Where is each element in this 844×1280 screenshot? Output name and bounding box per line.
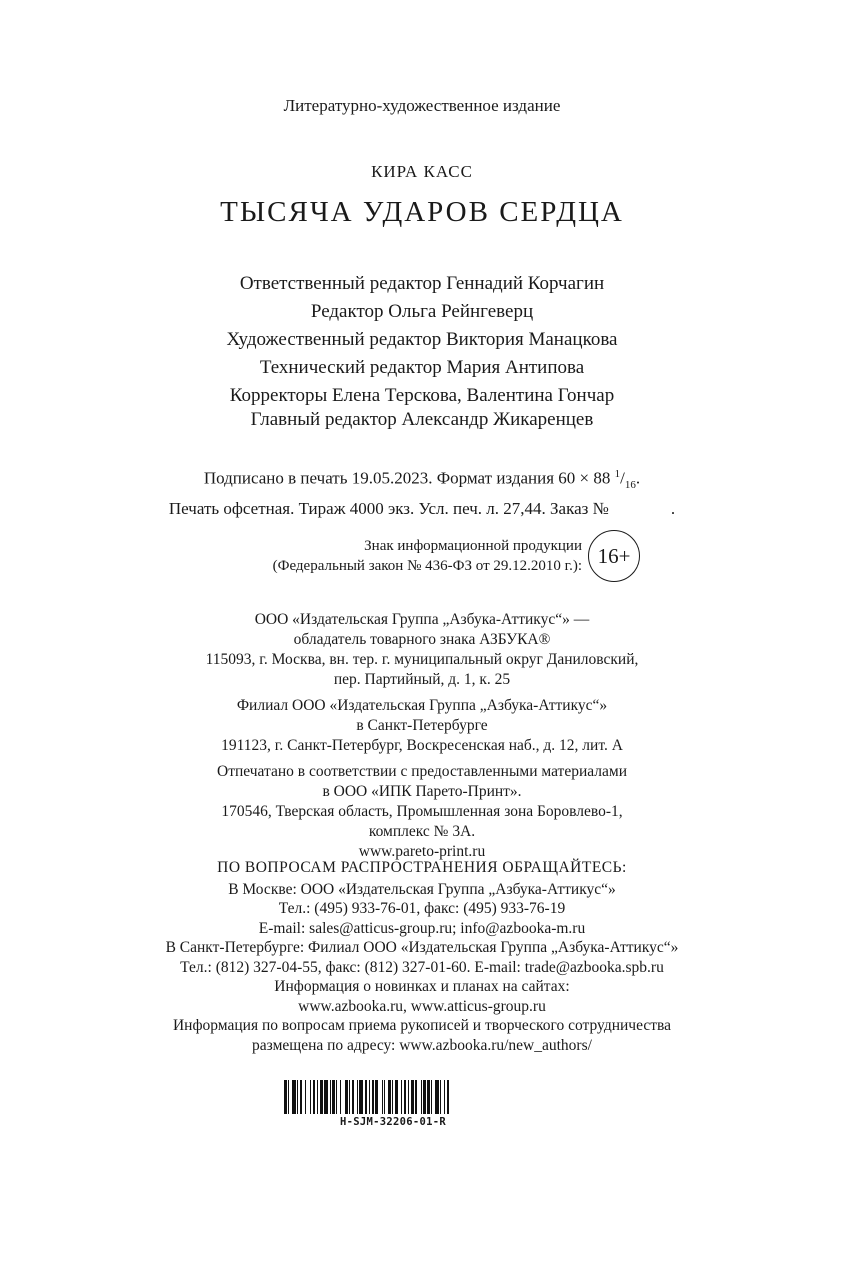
barcode-bar	[292, 1080, 296, 1114]
barcode-bar	[349, 1080, 350, 1114]
barcode-bar	[359, 1080, 363, 1114]
author-name: КИРА КАСС	[371, 162, 473, 181]
publisher-line: ООО «Издательская Группа „Азбука-Аттикус“» —	[254, 611, 590, 628]
print-run-text: Печать офсетная. Тираж 4000 экз. Усл. печ. л. 27,44. Заказ №	[168, 499, 609, 519]
barcode-bar	[288, 1080, 289, 1114]
barcode-bar	[408, 1080, 409, 1114]
barcode-bar	[310, 1080, 311, 1114]
publisher-line: 115093, г. Москва, вн. тер. г. муниципальный округ Даниловский,	[205, 651, 639, 668]
barcode-bar	[336, 1080, 337, 1114]
barcode-bar	[401, 1080, 402, 1114]
print-info-line-1: Подписано в печать 19.05.2023. Формат издания 60 × 88 $^1/_{16}$.	[203, 468, 641, 492]
barcode-bar	[305, 1080, 306, 1114]
barcode-bar	[320, 1080, 323, 1114]
line-end: .	[635, 468, 641, 488]
barcode-bar	[297, 1080, 298, 1114]
barcode-bar	[421, 1080, 422, 1114]
barcode-image	[284, 1080, 502, 1114]
barcode-bar	[372, 1080, 373, 1114]
age-rating-badge	[588, 530, 640, 582]
moscow-contact-line: E-mail: sales@atticus-group.ru; info@azbooka-m.ru	[258, 919, 586, 937]
line-end: .	[670, 499, 676, 519]
spb-contact-line: В Санкт-Петербурге: Филиал ООО «Издательская Группа „Азбука-Аттикус“»	[165, 939, 679, 956]
print-format-text: Подписано в печать 19.05.2023. Формат издания 60 × 88	[203, 468, 611, 488]
printer-line: Отпечатано в соответствии с предоставленными материалами	[217, 763, 627, 780]
contacts-heading: ПО ВОПРОСАМ РАСПРОСТРАНЕНИЯ ОБРАЩАЙТЕСЬ:	[217, 859, 627, 876]
sites-line: www.azbooka.ru, www.atticus-group.ru	[298, 997, 546, 1015]
barcode-bar	[324, 1080, 328, 1114]
barcode-bar	[300, 1080, 303, 1114]
barcode-bar	[284, 1080, 287, 1114]
chief-editor: Главный редактор Александр Жикаренцев	[250, 409, 594, 430]
barcode-bar	[411, 1080, 414, 1114]
barcode-bar	[330, 1080, 331, 1114]
barcode-bar	[340, 1080, 341, 1114]
branch-line: 191123, г. Санкт-Петербург, Воскресенская наб., д. 12, лит. А	[221, 737, 623, 754]
manuscripts-line: размещена по адресу: www.azbooka.ru/new_authors/	[252, 1036, 592, 1054]
barcode-bar	[332, 1080, 335, 1114]
distribution-contacts	[0, 858, 844, 1055]
barcode-bar	[415, 1080, 416, 1114]
barcode-bar	[440, 1080, 441, 1114]
barcode-bar	[395, 1080, 399, 1114]
moscow-contact-line: Тел.: (495) 933-76-01, факс: (495) 933-76-19	[278, 900, 566, 917]
fraction-numerator: 1	[614, 468, 621, 480]
barcode-bar	[313, 1080, 316, 1114]
branch-line: в Санкт-Петербурге	[356, 717, 488, 734]
publisher-info	[0, 610, 844, 862]
barcode-label: H-SJM-32206-01-R	[340, 1116, 446, 1128]
barcode-bar	[392, 1080, 393, 1114]
fraction-denominator: 16	[624, 479, 636, 492]
age-rating-label: Знак информационной продукции	[364, 538, 582, 554]
age-rating-value: 16+	[597, 543, 631, 568]
spb-contact-line: Тел.: (812) 327-04-55, факс: (812) 327-01-60. E-mail: trade@azbooka.spb.ru	[180, 958, 664, 976]
credit-line: Редактор Ольга Рейнгеверц	[310, 301, 534, 322]
barcode-bar	[369, 1080, 370, 1114]
credits-list	[0, 270, 844, 410]
moscow-contact-line: В Москве: ООО «Издательская Группа „Азбука-Аттикус“»	[228, 880, 616, 898]
barcode-bar	[423, 1080, 426, 1114]
age-rating-text	[268, 536, 582, 576]
credit-line: Корректоры Елена Терскова, Валентина Гончар	[229, 385, 615, 406]
barcode-bar	[384, 1080, 385, 1114]
barcode-bar	[388, 1080, 391, 1114]
barcode-bar	[444, 1080, 445, 1114]
barcode-bar	[382, 1080, 383, 1114]
barcode-bar	[447, 1080, 450, 1114]
barcode-bar	[375, 1080, 378, 1114]
printer-line: 170546, Тверская область, Промышленная зона Боровлево-1,	[221, 803, 623, 820]
print-info-line-2	[0, 497, 844, 521]
barcode-bar	[431, 1080, 432, 1114]
barcode-bar	[435, 1080, 439, 1114]
barcode-bar	[317, 1080, 318, 1114]
barcode-bar	[404, 1080, 407, 1114]
branch-line: Филиал ООО «Издательская Группа „Азбука-Аттикус“»	[236, 697, 608, 714]
genre-label: Литературно-художественное издание	[283, 96, 561, 115]
sites-line: Информация о новинках и планах на сайтах:	[274, 978, 570, 995]
barcode-bar	[365, 1080, 368, 1114]
age-rating-law: (Федеральный закон № 436-ФЗ от 29.12.2010 г.):	[272, 558, 582, 574]
publisher-line: обладатель товарного знака АЗБУКА®	[293, 631, 551, 648]
manuscripts-line: Информация по вопросам приема рукописей и творческого сотрудничества	[172, 1017, 672, 1034]
barcode-bar	[427, 1080, 430, 1114]
credit-line: Ответственный редактор Геннадий Корчагин	[239, 273, 605, 294]
publisher-line: пер. Партийный, д. 1, к. 25	[333, 671, 511, 688]
printer-website: www.pareto-print.ru	[358, 843, 486, 860]
credit-line: Художественный редактор Виктория Манацкова	[226, 329, 618, 350]
printer-line: в ООО «ИПК Парето-Принт».	[322, 783, 522, 800]
book-title: ТЫСЯЧА УДАРОВ СЕРДЦА	[220, 196, 624, 228]
barcode-bar	[357, 1080, 358, 1114]
credit-line: Технический редактор Мария Антипова	[259, 357, 585, 378]
printer-line: комплекс № 3А.	[368, 823, 476, 840]
barcode-bar	[345, 1080, 348, 1114]
barcode-bar	[352, 1080, 355, 1114]
print-info	[0, 462, 844, 521]
